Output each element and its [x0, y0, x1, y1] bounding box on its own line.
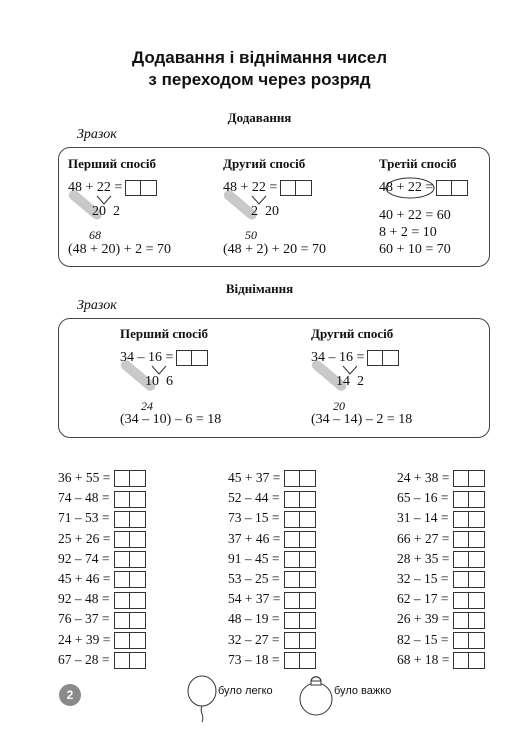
sub-method1-heading: Перший спосіб: [120, 326, 208, 341]
answer-box[interactable]: [367, 350, 399, 366]
exercise-row: 45 + 37 =: [228, 470, 316, 486]
add-method1-split: 20 2: [92, 204, 120, 219]
exercise-row: 74 – 48 =: [58, 490, 146, 506]
exercise-row: 71 – 53 =: [58, 510, 146, 526]
answer-box[interactable]: [284, 511, 316, 528]
addition-sample-label: Зразок: [77, 127, 117, 142]
exercise-row: 36 + 55 =: [58, 470, 146, 486]
easy-label: було легко: [218, 685, 273, 697]
add-method2-result: (48 + 2) + 20 = 70: [223, 242, 327, 257]
sub-method2-split: 14 2: [336, 374, 364, 389]
exercise-row: 37 + 46 =: [228, 531, 316, 547]
answer-box[interactable]: [284, 652, 316, 669]
exercise-column-2: [228, 470, 316, 668]
add-method1-result: (48 + 20) + 2 = 70: [68, 242, 172, 257]
exercise-row: 28 + 35 =: [397, 551, 485, 567]
answer-box[interactable]: [453, 652, 485, 669]
answer-box[interactable]: [114, 531, 146, 548]
sub-method2-result: (34 – 14) – 2 = 18: [311, 412, 413, 427]
exercise-row: 73 – 15 =: [228, 510, 316, 526]
add-method2-expression: [223, 180, 312, 196]
add-method2-hint: 50: [245, 228, 257, 242]
answer-box[interactable]: [114, 592, 146, 609]
answer-box[interactable]: [114, 612, 146, 629]
subtraction-section-title: Віднімання: [225, 281, 294, 296]
answer-box[interactable]: [114, 632, 146, 649]
exercise-row: 24 + 39 =: [58, 632, 146, 648]
subtraction-sample-label: Зразок: [77, 298, 117, 313]
sub-method1-expression: [120, 350, 208, 366]
add-method2-heading: Другий спосіб: [223, 156, 306, 171]
page-title: Додавання і віднімання чисел: [132, 48, 387, 67]
answer-box[interactable]: [453, 551, 485, 568]
add-method1-hint: 68: [89, 228, 101, 242]
add-method3-heading: Третій спосіб: [379, 156, 457, 171]
answer-box[interactable]: [453, 612, 485, 629]
exercise-row: 26 + 39 =: [397, 611, 485, 627]
answer-box[interactable]: [453, 632, 485, 649]
answer-box[interactable]: [114, 511, 146, 528]
answer-box[interactable]: [436, 180, 468, 196]
answer-box[interactable]: [284, 571, 316, 588]
answer-box[interactable]: [280, 180, 312, 196]
page-number-badge: 2: [59, 684, 81, 706]
page-subtitle: з переходом через розряд: [148, 70, 371, 89]
sub-method2-heading: Другий спосіб: [311, 326, 394, 341]
sub-method2-expr-text: 34 – 16 =: [311, 350, 365, 366]
answer-box[interactable]: [453, 470, 485, 487]
sub-method1-expr-text: 34 – 16 =: [120, 350, 174, 366]
add-method3-expression: [379, 180, 468, 196]
add-method1-heading: Перший спосіб: [68, 156, 156, 171]
answer-box[interactable]: [453, 592, 485, 609]
answer-box[interactable]: [284, 612, 316, 629]
exercise-column-1: [58, 470, 146, 668]
answer-box[interactable]: [284, 551, 316, 568]
sub-method1-result: (34 – 10) – 6 = 18: [120, 412, 222, 427]
exercise-row: 91 – 45 =: [228, 551, 316, 567]
exercise-row: 73 – 18 =: [228, 652, 316, 668]
add-method3-line3: 60 + 10 = 70: [379, 242, 451, 257]
exercise-row: 82 – 15 =: [397, 632, 485, 648]
answer-box[interactable]: [284, 592, 316, 609]
answer-box[interactable]: [284, 632, 316, 649]
answer-box[interactable]: [453, 531, 485, 548]
exercise-row: 24 + 38 =: [397, 470, 485, 486]
answer-box[interactable]: [114, 470, 146, 487]
add-method3-expr-text: 48 + 22 =: [379, 180, 434, 196]
hard-weight-icon[interactable]: [298, 672, 334, 718]
sub-method2-expression: [311, 350, 399, 366]
exercise-row: 54 + 37 =: [228, 591, 316, 607]
exercise-row: 65 – 16 =: [397, 490, 485, 506]
answer-box[interactable]: [125, 180, 157, 196]
answer-box[interactable]: [453, 571, 485, 588]
exercise-row: 48 – 19 =: [228, 611, 316, 627]
sub-method1-split: 10 6: [145, 374, 173, 389]
exercise-row: 31 – 14 =: [397, 510, 485, 526]
answer-box[interactable]: [114, 491, 146, 508]
add-method2-split: 2 20: [251, 204, 279, 219]
exercise-row: 66 + 27 =: [397, 531, 485, 547]
answer-box[interactable]: [176, 350, 208, 366]
answer-box[interactable]: [114, 571, 146, 588]
exercise-row: 45 + 46 =: [58, 571, 146, 587]
answer-box[interactable]: [114, 652, 146, 669]
answer-box[interactable]: [453, 491, 485, 508]
exercise-row: 62 – 17 =: [397, 591, 485, 607]
answer-box[interactable]: [284, 531, 316, 548]
sub-method1-hint: 24: [141, 399, 153, 413]
exercise-row: 53 – 25 =: [228, 571, 316, 587]
exercise-row: 67 – 28 =: [58, 652, 146, 668]
answer-box[interactable]: [453, 511, 485, 528]
add-method3-line1: 40 + 22 = 60: [379, 208, 451, 223]
exercise-row: 92 – 48 =: [58, 591, 146, 607]
exercise-row: 92 – 74 =: [58, 551, 146, 567]
hard-label: було важко: [334, 685, 392, 697]
answer-box[interactable]: [284, 470, 316, 487]
add-method1-expr-text: 48 + 22 =: [68, 180, 123, 196]
exercise-row: 32 – 15 =: [397, 571, 485, 587]
exercise-row: 52 – 44 =: [228, 490, 316, 506]
easy-balloon-icon[interactable]: [186, 674, 218, 724]
exercise-row: 76 – 37 =: [58, 611, 146, 627]
exercise-column-3: [397, 470, 485, 668]
answer-box[interactable]: [284, 491, 316, 508]
exercise-row: 32 – 27 =: [228, 632, 316, 648]
add-method1-expression: [68, 180, 157, 196]
exercise-row: 68 + 18 =: [397, 652, 485, 668]
add-method2-expr-text: 48 + 22 =: [223, 180, 278, 196]
sub-method2-hint: 20: [333, 399, 345, 413]
add-method3-line2: 8 + 2 = 10: [379, 225, 437, 240]
exercise-row: 25 + 26 =: [58, 531, 146, 547]
answer-box[interactable]: [114, 551, 146, 568]
addition-section-title: Додавання: [227, 110, 292, 125]
